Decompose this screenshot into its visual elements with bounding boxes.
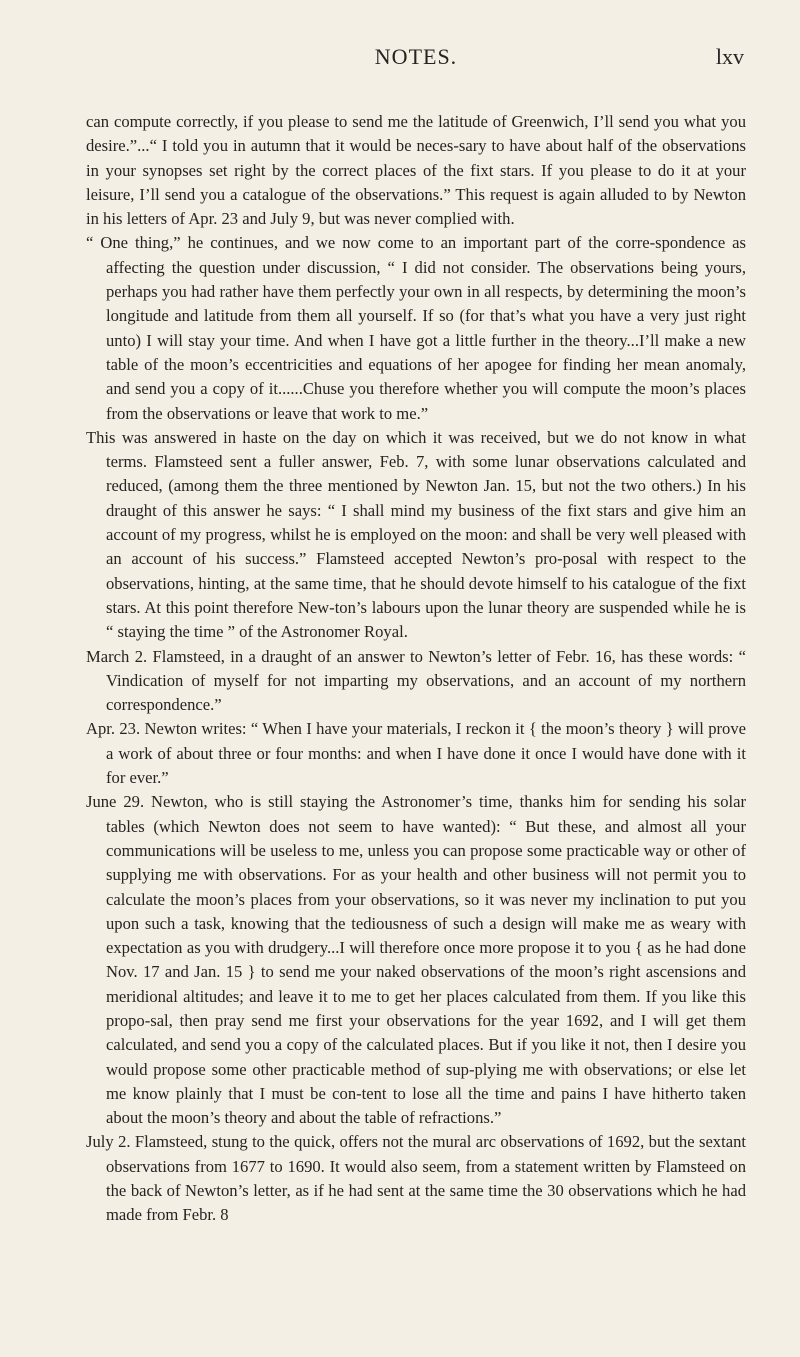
paragraph-quote: “ One thing,” he continues, and we now come to an important part of the corre-spondence as affecting the question under discussion, “ I did not consider. The observations being yours, perhaps you had rather have them perfectly your own in all respects, by determining the moon’s longitude and latitude from them all yourself. If so (for that’s what you have a very just right unto) I will stay your time. And when I have got a little further in the theory...I’ll make a new table of the moon’s eccentricities and equations of her apogee for finding her mean anomaly, and send you a copy of it......Chuse you therefore whether you will compute the moon’s places from the observations or leave that work to me.” [86,233,746,423]
entry-july-2: July 2. Flamsteed, stung to the quick, offers not the mural arc observations of 1692, but the sextant observations from 1677 to 1690. It would also seem, from a statement written by Flamsteed on the back of Newton’s letter, as if he had sent at the same time the 30 observations which he had made from Febr. 8 [86,1132,746,1225]
entry-apr-23: Apr. 23. Newton writes: “ When I have your materials, I reckon it { the moon’s theory } will prove a work of about three or four months: and when I have done it once I would have done with it for ever.” [86,719,746,788]
paragraph-continuation: can compute correctly, if you please to send me the latitude of Greenwich, I’ll send you what you desire.”...“ I told you in autumn that it would be neces-sary to have about half of the observations in your synopses set right by the correct places of the fixt stars. If you please to do it at your leisure, I’ll send you a catalogue of the observations.” This request is again alluded to by Newton in his letters of Apr. 23 and July 9, but was never complied with. [86,112,746,229]
running-title: NOTES. [374,44,458,69]
paragraph-answer: This was answered in haste on the day on which it was received, but we do not know in what terms. Flamsteed sent a fuller answer, Feb. 7, with some lunar observations calculated and reduced, (among them the three mentioned by Newton Jan. 15, but not the two others.) In his draught of this answer he says: “ I shall mind my business of the fixt stars and give him an account of my progress, whilst he is employed on the moon: and shall be very well pleased with an account of his success.” Flamsteed accepted Newton’s pro-posal with respect to the observations, hinting, at the same time, that he should devote himself to his catalogue of the fixt stars. At this point therefore New-ton’s labours upon the lunar theory are suspended while he is “ staying the time ” of the Astronomer Royal. [86,427,746,642]
page-header [86,44,746,78]
page-number: lxv [715,44,744,69]
entry-june-29: June 29. Newton, who is still staying the Astronomer’s time, thanks him for sending his solar tables (which Newton does not seem to have wanted): “ But these, and almost all your communications will be useless to me, unless you can propose some practicable way or other of supplying me with observations. For as your health and other business will not permit you to calculate the moon’s places from your observations, so it was never my inclination to put you upon such a task, knowing that the tediousness of such a design will make me as weary with expectation as you with drudgery...I will therefore once more propose it to you { as he had done Nov. 17 and Jan. 15 } to send me your naked observations of the moon’s right ascensions and meridional altitudes; and leave it to me to get her places calculated from them. If you like this propo-sal, then pray send me first your observations for the year 1692, and I will get them calculated, and send you a copy of the calculated places. But if you like it not, then I desire you would propose some other practicable method of sup-plying me with observations; or else let me know plainly that I must be con-tent to lose all the time and pains I have hitherto taken about the moon’s theory and about the table of refractions.” [86,792,746,1128]
entry-march-2: March 2. Flamsteed, in a draught of an answer to Newton’s letter of Febr. 16, has these words: “ Vindication of myself for not imparting my observations, and an account of my northern correspondence.” [86,646,746,715]
body-text [86,110,746,1228]
